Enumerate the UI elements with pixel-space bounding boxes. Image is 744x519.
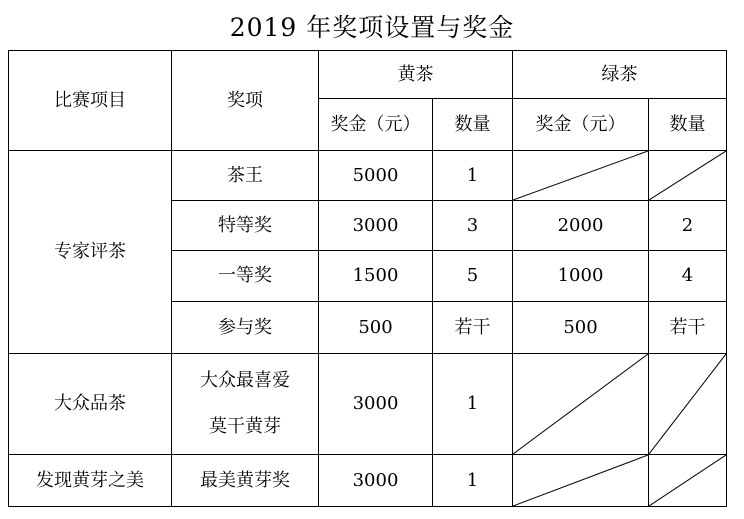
table-row: [9, 354, 727, 455]
yellow-quantity-cell: 若干: [433, 302, 513, 354]
header-yellow-prize: 奖金（元）: [319, 99, 433, 151]
diagonal-slash: [649, 354, 726, 454]
header-green-tea: 绿茶: [513, 51, 727, 99]
diagonal-slash: [513, 354, 648, 454]
yellow-quantity-cell: 1: [433, 354, 513, 455]
green-prize-cell: 2000: [513, 201, 649, 251]
yellow-prize-cell: 3000: [319, 455, 433, 507]
green-quantity-cell: 2: [649, 201, 727, 251]
diagonal-slash: [513, 151, 648, 200]
green-quantity-cell: 4: [649, 251, 727, 302]
award-cell: 特等奖: [172, 201, 319, 251]
page-title: 2019 年奖项设置与奖金: [229, 13, 515, 42]
yellow-prize-cell: 1500: [319, 251, 433, 302]
header-award: 奖项: [172, 51, 319, 151]
yellow-quantity-cell: 3: [433, 201, 513, 251]
award-cell: 茶王: [172, 151, 319, 201]
award-cell: 参与奖: [172, 302, 319, 354]
yellow-prize-cell: 3000: [319, 354, 433, 455]
header-green-prize: 奖金（元）: [513, 99, 649, 151]
yellow-prize-cell: 5000: [319, 151, 433, 201]
green-quantity-cell-empty: [649, 151, 727, 201]
header-green-quantity: 数量: [649, 99, 727, 151]
yellow-quantity-cell: 1: [433, 151, 513, 201]
diagonal-slash: [649, 151, 726, 200]
table-row: [9, 151, 727, 201]
diagonal-slash: [649, 455, 726, 506]
group-expert: 专家评茶: [9, 151, 172, 354]
green-prize-cell: 500: [513, 302, 649, 354]
award-cell: 最美黄芽奖: [172, 455, 319, 507]
group-beauty: 发现黄芽之美: [9, 455, 172, 507]
table-row: [9, 455, 727, 507]
header-category: 比赛项目: [9, 51, 172, 151]
yellow-prize-cell: 500: [319, 302, 433, 354]
green-quantity-cell-empty: [649, 354, 727, 455]
awards-table: [8, 50, 727, 507]
green-quantity-cell-empty: [649, 455, 727, 507]
header-yellow-quantity: 数量: [433, 99, 513, 151]
award-cell: 一等奖: [172, 251, 319, 302]
green-prize-cell-empty: [513, 354, 649, 455]
yellow-quantity-cell: 1: [433, 455, 513, 507]
yellow-quantity-cell: 5: [433, 251, 513, 302]
green-quantity-cell: 若干: [649, 302, 727, 354]
yellow-prize-cell: 3000: [319, 201, 433, 251]
green-prize-cell: 1000: [513, 251, 649, 302]
header-yellow-tea: 黄茶: [319, 51, 513, 99]
diagonal-slash: [513, 455, 648, 506]
award-line: 大众最喜爱: [200, 370, 290, 391]
group-public: 大众品茶: [9, 354, 172, 455]
green-prize-cell-empty: [513, 151, 649, 201]
award-cell: [172, 354, 319, 455]
green-prize-cell-empty: [513, 455, 649, 507]
award-line: 莫干黄芽: [209, 416, 281, 437]
